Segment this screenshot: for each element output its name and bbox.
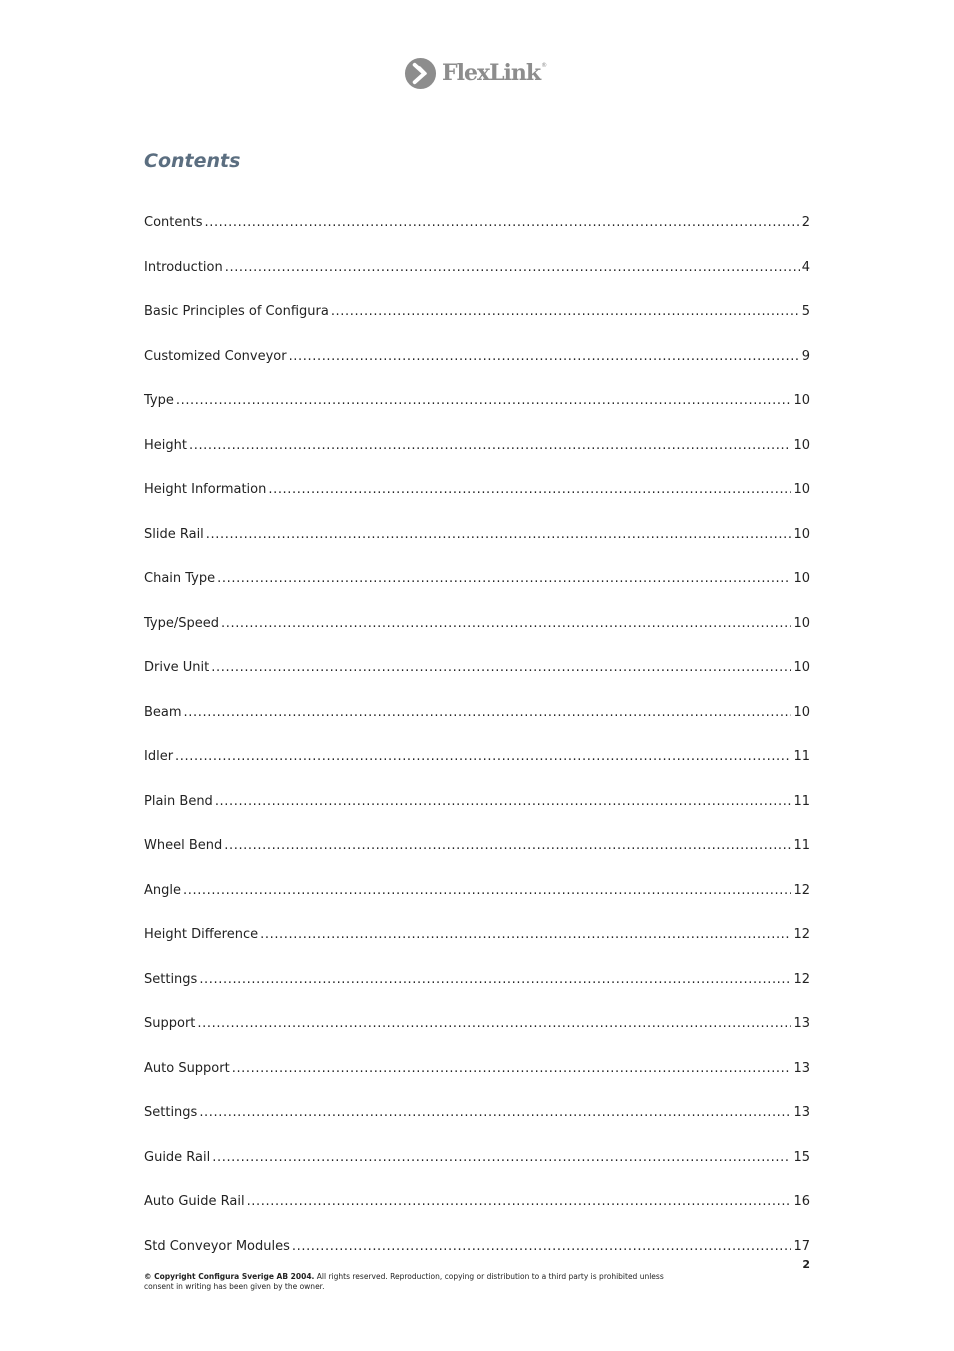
toc-entry-page: 10 <box>793 393 810 408</box>
toc-entry-page: 11 <box>793 838 810 853</box>
toc-entry-title: Guide Rail <box>144 1149 211 1165</box>
toc-dot-leader <box>247 1191 792 1213</box>
toc-entry[interactable] <box>144 479 810 524</box>
toc-entry-title: Plain Bend <box>144 793 213 809</box>
toc-entry[interactable] <box>144 791 810 836</box>
toc-dot-leader <box>225 257 800 279</box>
toc-entry-page: 16 <box>793 1194 810 1209</box>
toc-entry[interactable] <box>144 746 810 791</box>
toc-entry-page: 2 <box>801 215 810 230</box>
toc-entry-page: 4 <box>801 259 810 275</box>
toc-entry-page: 9 <box>801 348 810 364</box>
copyright-bold: © Copyright Configura Sverige AB 2004. <box>144 1272 315 1281</box>
toc-entry-page: 11 <box>793 793 810 809</box>
page-title: Contents <box>144 150 241 172</box>
toc-entry[interactable] <box>144 924 810 969</box>
toc-entry-page: 10 <box>793 437 810 453</box>
toc-entry[interactable] <box>144 390 810 435</box>
flexlink-logo-icon <box>404 57 437 90</box>
toc-entry-title: Height <box>144 437 187 453</box>
toc-entry[interactable] <box>144 657 810 702</box>
toc-entry-title: Contents <box>144 215 203 230</box>
toc-dot-leader <box>206 524 792 546</box>
toc-entry[interactable] <box>144 212 810 257</box>
copyright-text: All rights reserved. Reproduction, copying or distribution to a third party is prohibited unless <box>314 1272 664 1281</box>
toc-entry-title: Chain Type <box>144 571 216 586</box>
toc-entry[interactable] <box>144 568 810 613</box>
toc-entry[interactable] <box>144 301 810 346</box>
toc-entry-page: 13 <box>793 1060 810 1076</box>
toc-entry-title: Customized Conveyor <box>144 348 287 364</box>
toc-entry[interactable] <box>144 524 810 569</box>
toc-entry-page: 12 <box>793 882 810 898</box>
toc-dot-leader <box>183 880 791 902</box>
toc-entry-page: 10 <box>793 704 810 720</box>
toc-entry-title: Height Information <box>144 482 267 497</box>
toc-entry-page: 15 <box>793 1149 810 1165</box>
logo-registered-mark: ® <box>541 62 548 69</box>
toc-entry[interactable] <box>144 1013 810 1058</box>
toc-entry-title: Type <box>144 393 174 408</box>
toc-entry-page: 5 <box>801 304 810 319</box>
toc-dot-leader <box>215 791 792 813</box>
page-number: 2 <box>802 1258 810 1271</box>
toc-entry[interactable] <box>144 835 810 880</box>
table-of-contents <box>144 212 810 1280</box>
toc-entry-title: Type/Speed <box>144 615 219 631</box>
toc-entry-page: 13 <box>793 1016 810 1031</box>
toc-entry[interactable] <box>144 257 810 302</box>
toc-entry-title: Angle <box>144 882 181 898</box>
toc-dot-leader <box>289 346 800 368</box>
toc-dot-leader <box>199 969 791 991</box>
toc-dot-leader <box>268 479 791 501</box>
toc-dot-leader <box>212 1147 791 1169</box>
toc-entry[interactable] <box>144 1191 810 1236</box>
toc-entry-title: Auto Support <box>144 1060 230 1076</box>
toc-entry-title: Introduction <box>144 259 223 275</box>
toc-entry-page: 17 <box>793 1238 810 1254</box>
toc-dot-leader <box>197 1013 791 1035</box>
toc-entry-page: 11 <box>793 749 810 764</box>
toc-dot-leader <box>199 1102 791 1124</box>
toc-entry[interactable] <box>144 435 810 480</box>
toc-dot-leader <box>211 657 791 679</box>
toc-entry-page: 12 <box>793 927 810 942</box>
toc-entry[interactable] <box>144 1102 810 1147</box>
toc-entry-title: Beam <box>144 704 182 720</box>
toc-entry-page: 10 <box>793 571 810 586</box>
toc-entry-title: Settings <box>144 971 198 987</box>
toc-entry-page: 10 <box>793 660 810 675</box>
toc-entry-title: Slide Rail <box>144 526 204 542</box>
toc-dot-leader <box>224 835 791 857</box>
logo-text: FlexLink <box>442 60 541 86</box>
toc-entry[interactable] <box>144 969 810 1014</box>
toc-dot-leader <box>331 301 800 323</box>
toc-entry-title: Std Conveyor Modules <box>144 1238 290 1254</box>
toc-dot-leader <box>204 212 799 234</box>
toc-entry-title: Auto Guide Rail <box>144 1194 245 1209</box>
toc-entry-title: Settings <box>144 1105 198 1120</box>
toc-entry-title: Height Difference <box>144 927 259 942</box>
toc-entry-page: 10 <box>793 615 810 631</box>
toc-entry-page: 10 <box>793 482 810 497</box>
toc-dot-leader <box>260 924 791 946</box>
toc-entry-page: 13 <box>793 1105 810 1120</box>
toc-entry-page: 10 <box>793 526 810 542</box>
toc-dot-leader <box>184 702 792 724</box>
toc-entry[interactable] <box>144 346 810 391</box>
copyright-line-2: consent in writing has been given by the owner. <box>144 1282 325 1291</box>
toc-dot-leader <box>189 435 791 457</box>
toc-entry[interactable] <box>144 880 810 925</box>
toc-dot-leader <box>217 568 791 590</box>
toc-entry-title: Drive Unit <box>144 660 210 675</box>
toc-dot-leader <box>232 1058 792 1080</box>
toc-entry-title: Idler <box>144 749 174 764</box>
toc-entry-title: Basic Principles of Configura <box>144 304 329 319</box>
toc-entry-page: 12 <box>793 971 810 987</box>
copyright-line-1 <box>144 1272 744 1282</box>
toc-dot-leader <box>175 746 791 768</box>
toc-entry[interactable] <box>144 702 810 747</box>
toc-entry-title: Support <box>144 1016 196 1031</box>
toc-entry[interactable] <box>144 1058 810 1103</box>
toc-entry[interactable] <box>144 1147 810 1192</box>
copyright-footer <box>144 1272 744 1292</box>
toc-entry[interactable] <box>144 613 810 658</box>
flexlink-logo <box>404 56 547 90</box>
toc-dot-leader <box>292 1236 792 1258</box>
toc-dot-leader <box>221 613 791 635</box>
toc-dot-leader <box>176 390 792 412</box>
toc-entry-title: Wheel Bend <box>144 838 223 853</box>
